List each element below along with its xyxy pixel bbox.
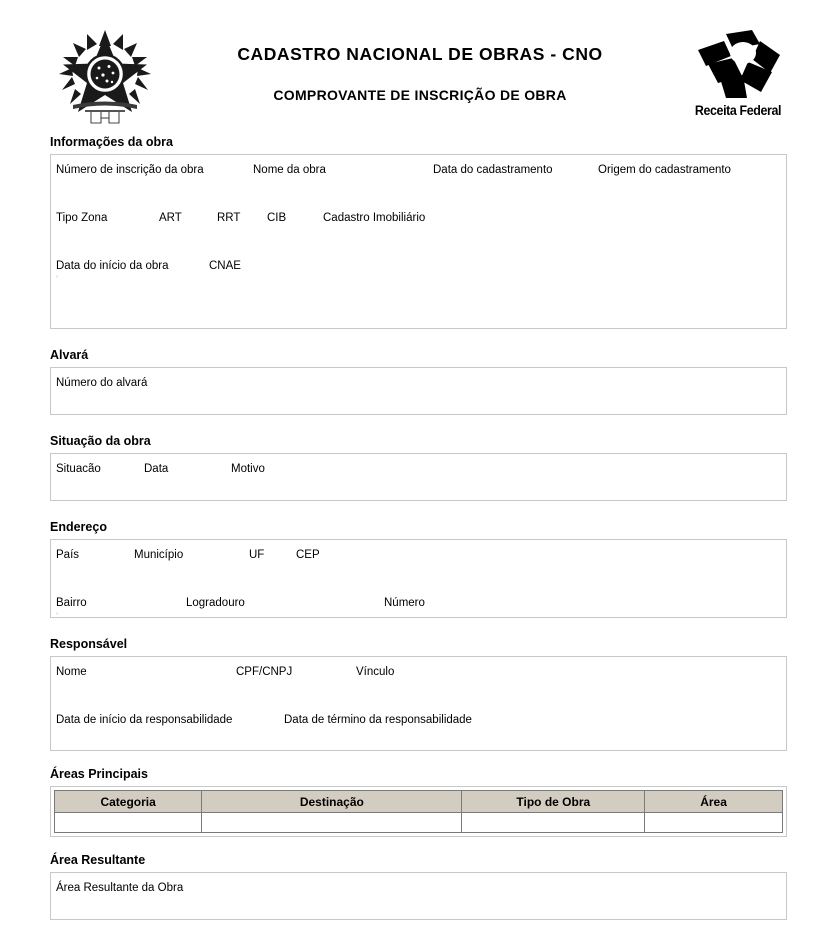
section-responsavel [50, 637, 787, 751]
label-cep: CEP [296, 549, 320, 561]
section-heading: Responsável [50, 637, 128, 651]
label-cib: CIB [267, 212, 287, 224]
label-origem-cadastramento: Origem do cadastramento [598, 164, 731, 176]
field-row [51, 368, 786, 416]
section-informacoes-da-obra [50, 135, 787, 329]
table-header-row [55, 791, 783, 813]
receita-federal-wordmark: Receita Federal [694, 103, 782, 118]
areas-principais-table [54, 790, 783, 833]
areas-table-container [50, 786, 787, 837]
section-heading: Área Resultante [50, 853, 146, 867]
field-row [51, 454, 786, 502]
receita-federal-logo [686, 28, 790, 122]
label-area-resultante-obra: Área Resultante da Obra [56, 882, 184, 894]
section-area-resultante [50, 853, 787, 920]
section-alvara [50, 348, 787, 415]
header-titles [170, 44, 670, 103]
section-heading: Situação da obra [50, 434, 151, 448]
field-row [51, 873, 786, 921]
label-data-inicio-responsabilidade: Data de início da responsabilidade [56, 714, 233, 726]
label-bairro: Bairro [56, 597, 87, 609]
section-box [50, 367, 787, 415]
label-motivo: Motivo [231, 463, 265, 475]
label-numero-inscricao-obra: Número de inscrição da obra [56, 164, 204, 176]
column-header-destinacao: Destinação [202, 791, 462, 813]
label-tipo-zona: Tipo Zona [56, 212, 108, 224]
field-row [51, 155, 786, 203]
label-data-cadastramento: Data do cadastramento [433, 164, 553, 176]
label-municipio: Município [134, 549, 184, 561]
field-row [51, 657, 786, 705]
label-art: ART [159, 212, 182, 224]
cell-area [645, 813, 783, 833]
label-cnae: CNAE [209, 260, 241, 272]
section-heading: Endereço [50, 520, 107, 534]
section-situacao-da-obra [50, 434, 787, 501]
section-box [50, 872, 787, 920]
page-subtitle: COMPROVANTE DE INSCRIÇÃO DE OBRA [273, 87, 567, 103]
section-heading: Alvará [50, 348, 89, 362]
field-row [51, 251, 786, 297]
section-box [50, 154, 787, 329]
section-box [50, 453, 787, 501]
field-row [51, 705, 786, 753]
column-header-area: Área [645, 791, 783, 813]
label-nome-obra: Nome da obra [253, 164, 326, 176]
label-data-termino-responsabilidade: Data de término da responsabilidade [284, 714, 472, 726]
label-nome: Nome [56, 666, 87, 678]
empty-value-mark: ' [56, 274, 59, 286]
field-row [51, 588, 786, 636]
document-body [0, 135, 837, 920]
cell-categoria [55, 813, 202, 833]
section-endereco [50, 520, 787, 623]
column-header-categoria: Categoria [55, 791, 202, 813]
column-header-tipo-de-obra: Tipo de Obra [462, 791, 645, 813]
section-box [50, 656, 787, 751]
section-heading: Áreas Principais [50, 767, 148, 781]
label-data: Data [144, 463, 169, 475]
label-pais: País [56, 549, 80, 561]
field-row [51, 540, 786, 588]
label-cadastro-imobiliario: Cadastro Imobiliário [323, 212, 426, 224]
page-title: CADASTRO NACIONAL DE OBRAS - CNO [237, 44, 603, 64]
document-header [0, 0, 837, 135]
section-areas-principais [50, 767, 787, 837]
empty-value-mark: ' [56, 611, 59, 623]
cell-tipo-de-obra [462, 813, 645, 833]
label-situacao: Situacão [56, 463, 101, 475]
label-logradouro: Logradouro [186, 597, 245, 609]
table-row [55, 813, 783, 833]
label-uf: UF [249, 549, 265, 561]
label-cpf-cnpj: CPF/CNPJ [236, 666, 293, 678]
cell-destinacao [202, 813, 462, 833]
label-numero: Número [384, 597, 425, 609]
field-row [51, 203, 786, 251]
brazil-coat-of-arms-icon [55, 26, 155, 128]
label-vinculo: Vínculo [356, 666, 395, 678]
section-box [50, 539, 787, 623]
section-heading: Informações da obra [50, 135, 173, 149]
label-numero-alvara: Número do alvará [56, 377, 148, 389]
label-rrt: RRT [217, 212, 241, 224]
label-data-inicio-obra: Data do início da obra [56, 260, 169, 272]
